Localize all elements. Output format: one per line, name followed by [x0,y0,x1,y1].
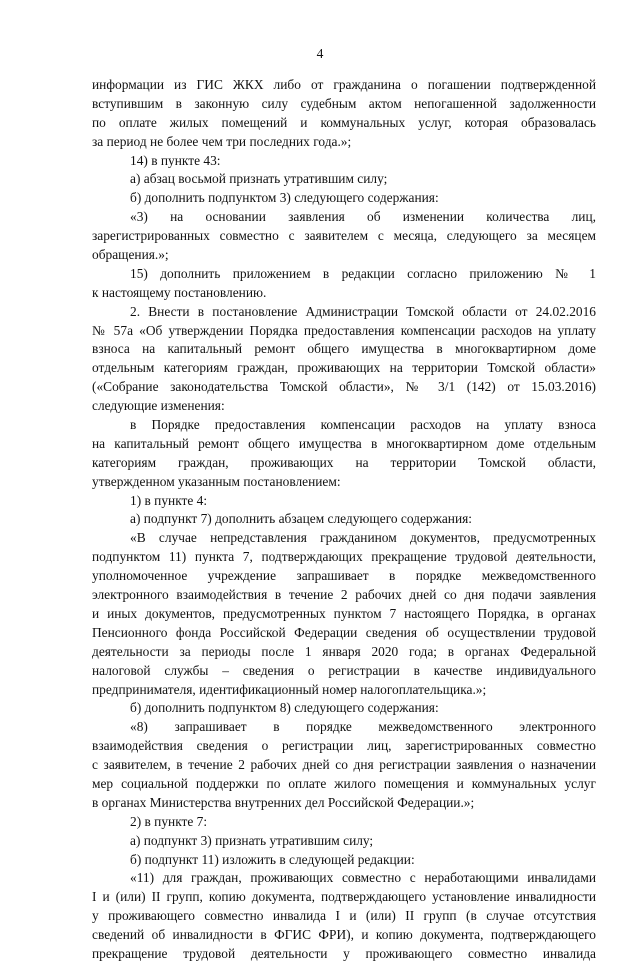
text-line: а) подпункт 7) дополнить абзацем следующего содержания: [130,511,473,527]
text-line: взаимодействия сведения о регистрации лиц, зарегистрированных совместно [92,738,596,754]
text-line: у проживающего совместно инвалида I и (или) II групп (в случае отсутствия [92,908,596,924]
text-line: зарегистрированных совместно с заявителем с месяца, следующего за месяцем [92,228,596,244]
text-line: категориям граждан, проживающих на территории Томской области, [92,454,596,470]
text-line: прекращение трудовой деятельности у проживающего совместно инвалида [92,945,596,961]
text-line: предпринимателя, идентификационный номер налогоплательщика.»; [92,681,487,697]
text-line: сведений об инвалидности в ФГИС ФРИ), и копию документа, подтверждающего [92,927,596,943]
text-line: по оплате жилых помещений и коммунальных услуг, которая образовалась [92,114,596,130]
text-line: информации из ГИС ЖКХ либо от гражданина о погашении подтвержденной [92,77,596,92]
text-line: взноса на капитальный ремонт общего имущества в многоквартирном доме [92,341,596,357]
text-line: I и (или) II групп, копию документа, подтверждающего установление инвалидности [92,889,596,905]
document-body [92,76,596,964]
text-line: («Собрание законодательства Томской области», № 3/1 (142) от 15.03.2016) [92,379,596,395]
text-line: деятельности за периоды после 1 января 2020 года; в органах Федеральной [92,643,596,659]
text-line: «11) для граждан, проживающих совместно с неработающими инвалидами [130,870,596,886]
text-line: 2) в пункте 7: [130,813,208,829]
text-line: отдельным категориям граждан, проживающих на территории Томской области» [92,360,596,376]
text-line: следующие изменения: [92,398,225,414]
text-line: вступившим в законную силу судебным актом непогашенной задолженности [92,95,596,111]
text-line: к настоящему постановлению. [92,284,267,300]
text-line: подпунктом 11) пункта 7, подтверждающих прекращение трудовой деятельности, [92,549,596,565]
text-line: в органах Министерства внутренних дел Российской Федерации.»; [92,794,475,810]
text-line: № 57а «Об утверждении Порядка предоставления компенсации расходов на уплату [92,322,596,338]
text-line: и иных документов, предусмотренных пунктом 7 настоящего Порядка, в органах [92,605,596,621]
text-line: с заявителем, в течение 2 рабочих дней со дня регистрации заявления о назначении [92,757,596,773]
page-number: 4 [316,46,324,61]
text-line: «8) запрашивает в порядке межведомственного электронного [130,719,596,735]
text-line: электронного взаимодействия в течение 2 рабочих дней со дня подачи заявления [92,587,596,603]
text-line: б) подпункт 11) изложить в следующей редакции: [130,851,415,867]
text-line: 1) в пункте 4: [130,492,208,508]
text-line: Пенсионного фонда Российской Федерации сведения об осуществлении трудовой [92,624,596,640]
text-line: на капитальный ремонт общего имущества в многоквартирном доме отдельным [92,435,596,451]
text-line: налоговой службы – сведения о регистрации в качестве индивидуального [92,662,596,678]
text-line: 2. Внести в постановление Администрации Томской области от 24.02.2016 [130,303,596,319]
text-line: в Порядке предоставления компенсации расходов на уплату взноса [130,417,596,433]
text-line: а) подпункт 3) признать утратившим силу; [130,832,374,848]
text-line: обращения.»; [92,247,169,263]
text-line: мер социальной поддержки по оплате жилого помещения и коммунальных услуг [92,775,596,791]
text-line: за период не более чем три последних года.»; [92,133,352,149]
text-line: 14) в пункте 43: [130,152,221,168]
text-line: «3) на основании заявления об изменении количества лиц, [130,209,596,225]
text-line: б) дополнить подпунктом 3) следующего содержания: [130,190,439,206]
text-line: утвержденном указанным постановлением: [92,473,341,489]
text-line: уполномоченное учреждение запрашивает в порядке межведомственного [92,568,596,584]
text-line: а) абзац восьмой признать утратившим силу; [130,171,388,187]
text-line: «В случае непредставления гражданином документов, предусмотренных [130,530,596,546]
text-line: 15) дополнить приложением в редакции согласно приложению № 1 [130,265,596,281]
text-line: б) дополнить подпунктом 8) следующего содержания: [130,700,439,716]
